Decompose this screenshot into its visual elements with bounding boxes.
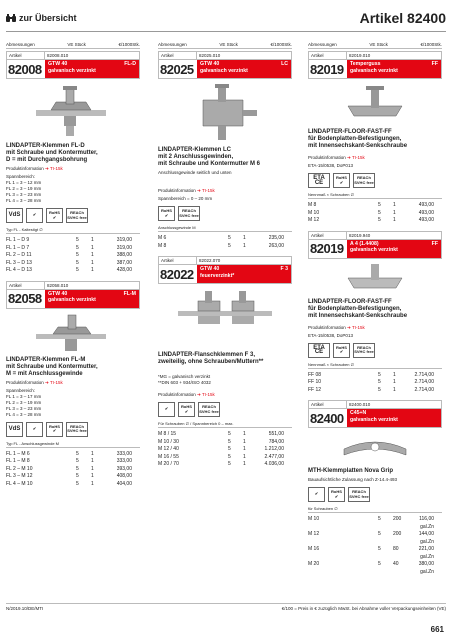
- cert-logos: [158, 206, 292, 221]
- product-heading: LINDAPTER-Klemmen FL-M mit Schraube und Kontermutter, M = mit Anschlussgewinde: [6, 356, 98, 377]
- table-cell: 1: [91, 465, 94, 472]
- price-table: [6, 237, 140, 275]
- table-cell: 551,00: [268, 431, 284, 437]
- table-cell: 1: [91, 458, 94, 464]
- table-cell: 1: [91, 473, 94, 479]
- table-cell: 5: [378, 546, 381, 552]
- table-cell: 5: [76, 259, 79, 266]
- table-cell: 5: [378, 209, 381, 216]
- product-heading: LINDAPTER-FLOOR-FAST-FF für Bodenplatten-Befestigungen, mit Innensechskant-Senkschraube: [308, 298, 408, 319]
- table-cell: 1: [393, 379, 396, 385]
- table-row: [308, 531, 442, 546]
- table-cell: M 8 / 15: [158, 431, 177, 437]
- table-cell: 5: [228, 438, 231, 445]
- galvanized-icon: ✔: [308, 487, 325, 502]
- table-cell: 5: [76, 465, 79, 472]
- reach-icon: REACh SVHC free: [66, 422, 88, 437]
- article-number: 82022: [160, 266, 194, 282]
- table-row: [6, 466, 140, 474]
- table-cell: 5: [228, 431, 231, 437]
- table-cell: M 10 / 30: [158, 438, 179, 445]
- table-cell: 5: [76, 237, 79, 243]
- page-header: [6, 10, 446, 32]
- table-cell: 1: [393, 209, 396, 216]
- table-cell: 2.714,00: [414, 379, 434, 385]
- table-cell: FL 3 – M 12: [6, 473, 33, 479]
- table-cell: 393,00: [116, 465, 132, 472]
- table-cell: FL 1 – M 6: [6, 450, 30, 457]
- table-cell: 1: [91, 244, 94, 251]
- info-link[interactable]: ➔ TI-15k: [197, 188, 215, 193]
- table-cell: 144,00 gal.Zn: [418, 531, 434, 545]
- cert-logos: [6, 208, 140, 223]
- table-cell: 428,00: [116, 267, 132, 273]
- table-cell: 5: [76, 473, 79, 479]
- info-link[interactable]: ➔ TI-15k: [347, 324, 365, 330]
- info-link[interactable]: ➔ TI-15k: [45, 379, 63, 385]
- table-row: [308, 546, 442, 561]
- table-cell: M 20: [308, 561, 320, 567]
- table-cell: 5: [228, 235, 231, 241]
- table-cell: 1: [243, 461, 246, 467]
- table-cell: 200: [393, 531, 402, 537]
- table-cell: FF 10: [308, 379, 322, 385]
- eta-ce-icon: ETA CE: [308, 173, 330, 188]
- table-row: [158, 461, 292, 469]
- table-cell: 2.477,00: [264, 453, 284, 460]
- table-cell: FL 4 – M 10: [6, 480, 33, 487]
- page-number: 661: [430, 625, 444, 634]
- reach-icon: REACh SVHC free: [353, 343, 375, 358]
- table-row: [6, 458, 140, 466]
- table-row: [308, 516, 442, 531]
- table-cell: 235,00: [268, 235, 284, 241]
- article-number: 82400: [310, 410, 344, 426]
- cert-logos: [308, 343, 442, 358]
- article-box: Artikel 82400.010 82400 C45+N galvanisch verzinkt: [308, 400, 442, 428]
- table-cell: 1: [243, 438, 246, 445]
- table-row: [6, 245, 140, 253]
- cert-logos: [308, 487, 442, 502]
- product-heading: LINDAPTER-FLOOR-FAST-FF für Bodenplatten-Befestigungen, mit Innensechskant-Senkschraube: [308, 129, 408, 149]
- table-cell: 333,00: [116, 458, 132, 464]
- table-row: [6, 260, 140, 268]
- column-header: Abmessungen VE Stück €/1000Stk.: [308, 42, 442, 47]
- reach-icon: REACh SVHC free: [353, 173, 375, 188]
- check-icon: ✔: [26, 422, 43, 437]
- table-row: [6, 473, 140, 481]
- rohs-icon: RoHS ✔: [333, 343, 350, 358]
- price-table: [308, 372, 442, 395]
- table-cell: FF 12: [308, 386, 322, 393]
- table-cell: FF 08: [308, 371, 322, 378]
- table-row: [6, 252, 140, 260]
- product-heading: LINDAPTER-Flanschklemmen F 3, zweiteilig, ohne Schrauben/Muttern**: [158, 352, 264, 365]
- article-number: 82008: [8, 61, 42, 77]
- table-row: [6, 267, 140, 275]
- table-cell: M 16 / 55: [158, 453, 179, 460]
- table-row: [158, 431, 292, 439]
- table-cell: 404,00: [116, 480, 132, 487]
- column-1: Abmessungen VE Stück €/1000Stk. Artikel 82008.010 82008 GTW 40 galvanisch verzinkt FL-D LINDAPTER-Klemmen FL-D mit Schraube und Kontermutter, D = mit Durchgangsbohrung Produktinformation ➔ TI-15k Spannbereich: FL 1 = 3 – 12 mm FL 2 = 3 – 19 mm FL 3 = 3 – 23 mm FL 4 = 3 – 28 mm VdS ✔ RoHS ✔ REACh SVHC free Typ FL - Kaltestigt ∅ FL 1 – D 9 5 1 319,00 FL 1 – D 7 5 1 319,00 FL 2 – D 11 5 1 388,00 FL 3 – D 13 5 1 387,00 FL 4 – D 13 5 1 428,00 Artikel 82058.010 82058 GTW 40 galvanisch verzinkt FL-M LINDAPTER-Klemmen FL-M mit Schraube und Kontermutter, M = mit Anschlussgewinde Produktinformation ➔ TI-15k Spannbereich: FL 1 = 3 – 17 mm FL 2 = 3 – 19 mm FL 3 = 3 – 23 mm FL 4 = 3 – 28 mm VdS ✔ RoHS ✔ REACh SVHC free Typ FL - Anschlussgewinde M FL 1 – M 6 5 1 333,00 FL 1 – M 8 5 1 333,00 FL 2 – M 10 5 1 393,00 FL 3 – M 12 5 1 408,00 FL 4 – M 10 5 1 404,00: [6, 42, 140, 487]
- table-cell: 5: [228, 461, 231, 467]
- table-cell: M 8: [308, 202, 317, 208]
- table-cell: M 12 / 40: [158, 446, 179, 452]
- table-cell: 784,00: [268, 438, 284, 445]
- back-label: zur Übersicht: [19, 13, 77, 23]
- article-number: 82025: [160, 61, 194, 77]
- article-box: Artikel 82019.940 82019 A 4 (1.4408) galvanisch verzinkt FF: [308, 231, 442, 259]
- check-icon: ✔: [26, 208, 43, 223]
- table-cell: 5: [378, 371, 381, 378]
- product-image: [308, 82, 442, 126]
- product-image: [158, 82, 292, 144]
- article-box: Artikel 82019.010 82019 Temperguss galvanisch verzinkt FF: [308, 51, 442, 79]
- article-box: Artikel 82022.070 82022 GTW 40 feuerverzinkt* F 3: [158, 256, 292, 284]
- table-cell: 493,00: [418, 217, 434, 223]
- eta-ce-icon: ETA CE: [308, 343, 330, 358]
- product-image: [158, 287, 292, 349]
- table-cell: 1: [91, 237, 94, 243]
- table-cell: FL 1 – M 8: [6, 458, 30, 464]
- product-image: [6, 312, 140, 354]
- vds-icon: VdS: [6, 208, 23, 223]
- table-cell: 387,00: [116, 259, 132, 266]
- table-row: [308, 387, 442, 395]
- table-row: [6, 481, 140, 489]
- product-heading: LINDAPTER-Klemmen FL-D mit Schraube und Kontermutter, D = mit Durchgangsbohrung: [6, 143, 98, 163]
- product-heading: LINDAPTER-Klemmen LC mit 2 Anschlussgewinden, mit Schraube und Kontermutter M 6: [158, 147, 261, 167]
- price-table: [158, 235, 292, 250]
- table-cell: 1.212,00: [264, 446, 284, 452]
- reach-icon: REACh SVHC free: [178, 206, 200, 221]
- article-number: 82019: [310, 241, 344, 256]
- price-table: [158, 431, 292, 469]
- product-heading: MTH-Klemmplatten Nova Grip: [308, 468, 394, 474]
- rohs-icon: RoHS ✔: [158, 206, 175, 221]
- table-cell: 5: [378, 217, 381, 223]
- table-cell: 493,00: [418, 209, 434, 216]
- table-cell: 1: [243, 242, 246, 249]
- product-image: [308, 431, 442, 465]
- table-cell: 1: [91, 252, 94, 258]
- rohs-icon: RoHS ✔: [333, 173, 350, 188]
- table-cell: FL 4 – D 13: [6, 267, 32, 273]
- table-cell: 5: [76, 252, 79, 258]
- table-cell: 2.714,00: [414, 386, 434, 393]
- table-cell: 1: [243, 431, 246, 437]
- column-header: Abmessungen VE Stück €/1000Stk.: [6, 42, 140, 47]
- table-cell: 116,00 gal.Zn: [419, 516, 434, 530]
- table-cell: M 16: [308, 546, 320, 552]
- reach-icon: REACh SVHC free: [66, 208, 88, 223]
- table-cell: 5: [76, 480, 79, 487]
- table-cell: 5: [378, 202, 381, 208]
- table-row: [308, 372, 442, 380]
- table-cell: 5: [76, 450, 79, 457]
- table-cell: 1: [243, 446, 246, 452]
- column-2: Abmessungen VE Stück €/1000Stk. Artikel 82025.010 82025 GTW 40 galvanisch verzinkt LC LINDAPTER-Klemmen LC mit 2 Anschlussgewinden, mit Schraube und Kontermutter M 6 Anschlussgewinde seitlich und unten Produktinformation ➔ TI-15k Spannbereich = 0 – 20 mm RoHS ✔ REACh SVHC free Anschlussgewinde M M 6 5 1 235,00 M 8 5 1 263,00 Artikel 82022.070 82022 GTW 40 feuerverzinkt* F 3 LINDAPTER-Flanschklemmen F 3, zweiteilig, ohne Schrauben/Muttern** *MG = galvanisch verzinkt **DIN 603 + 934/ISO 4032 Produktinformation ➔ TI-15k ✔ RoHS ✔ REACh SVHC free Für Schrauben ∅ / Spannbereich 0 – max. M 8 / 15 5 1 551,00 M 10 / 30 5 1 784,00 M 12 / 40 5 1 1.212,00 M 16 / 55 5 1 2.477,00 M 20 / 70 5 1 4.036,00: [158, 42, 292, 467]
- article-box: Artikel 82058.010 82058 GTW 40 galvanisch verzinkt FL-M: [6, 281, 140, 309]
- table-cell: 5: [378, 516, 381, 522]
- table-cell: FL 1 – D 9: [6, 237, 30, 243]
- table-cell: FL 1 – D 7: [6, 244, 30, 251]
- table-cell: 80: [393, 546, 399, 552]
- cert-logos: [158, 402, 292, 417]
- article-number: 82019: [310, 61, 344, 77]
- table-cell: 4.036,00: [264, 461, 284, 467]
- back-link[interactable]: [6, 13, 77, 23]
- info-link[interactable]: ➔ TI-15k: [347, 155, 365, 160]
- cert-logos: [308, 173, 442, 188]
- table-cell: M 10: [308, 516, 320, 522]
- page-title: Artikel 82400: [359, 10, 446, 26]
- table-cell: M 12: [308, 217, 320, 223]
- cert-logos: [6, 422, 140, 437]
- rohs-icon: RoHS ✔: [46, 208, 63, 223]
- page-footer: N/2019.10/DE/MTI €/100 = Preis in € zuzüglich MwSt. bei Abnahme voller Verpackungseinheiten (VE): [6, 603, 446, 611]
- table-cell: FL 2 – M 10: [6, 465, 33, 472]
- table-cell: 319,00: [116, 244, 132, 251]
- table-cell: 493,00: [418, 202, 434, 208]
- table-cell: 2.714,00: [414, 371, 434, 378]
- table-cell: 1: [91, 267, 94, 273]
- table-cell: M 6: [158, 235, 167, 241]
- table-cell: M 8: [158, 242, 167, 249]
- table-cell: 200: [393, 516, 402, 522]
- table-row: [158, 454, 292, 462]
- table-cell: 388,00: [116, 252, 132, 258]
- price-table: [308, 516, 442, 576]
- table-cell: 5: [76, 244, 79, 251]
- table-row: [308, 379, 442, 387]
- column-3: Abmessungen VE Stück €/1000Stk. Artikel 82019.010 82019 Temperguss galvanisch verzinkt FF LINDAPTER-FLOOR-FAST-FF für Bodenplatten-Befestigungen, mit Innensechskant-Senkschraube Produktinformation ➔ TI-15k ETA-15/0538, DoP013 ETA CE RoHS ✔ REACh SVHC free Nennmaß × Schrauben ∅ M 8 5 1 493,00 M 10 5 1 493,00 M 12 5 1 493,00 Artikel 82019.940 82019 A 4 (1.4408) galvanisch verzinkt FF LINDAPTER-FLOOR-FAST-FF für Bodenplatten-Befestigungen, mit Innensechskant-Senkschraube Produktinformation ➔ TI-15k ETA-15/0538, DoP013 ETA CE RoHS ✔ REACh SVHC free Nennmaß × Schrauben ∅ FF 08 5 1 2.714,00 FF 10 5 1 2.714,00 FF 12 5 1 2.714,00 Artikel 82400.010 82400 C45+N galvanisch verzinkt MTH-Klemmplatten Nova Grip Bauaufsichtliche Zulassung nach Z-14.4-493 ✔ RoHS ✔ REACh SVHC free für Schrauben ∅ M 10 5 200 116,00 gal.Zn M 12 5 200 144,00 gal.Zn M 16 5 80 221,00 gal.Zn M 20 5 40 380,00 gal.Zn: [308, 42, 442, 575]
- table-cell: M 12: [308, 531, 320, 537]
- table-row: [308, 202, 442, 210]
- table-cell: 5: [228, 453, 231, 460]
- table-cell: 5: [378, 531, 381, 537]
- table-cell: 5: [378, 379, 381, 385]
- table-cell: 5: [378, 561, 381, 567]
- table-cell: 333,00: [116, 450, 132, 457]
- price-table: [6, 451, 140, 489]
- price-table: [308, 202, 442, 225]
- table-cell: M 10: [308, 209, 320, 216]
- article-box: Artikel 82025.010 82025 GTW 40 galvanisch verzinkt LC: [158, 51, 292, 79]
- table-row: [158, 235, 292, 243]
- reach-icon: REACh SVHC free: [198, 402, 220, 417]
- table-row: [308, 210, 442, 218]
- info-link[interactable]: ➔ TI-15k: [45, 166, 63, 171]
- galvanized-icon: ✔: [158, 402, 175, 417]
- table-cell: 1: [243, 453, 246, 460]
- table-cell: 5: [76, 267, 79, 273]
- table-cell: 5: [228, 446, 231, 452]
- table-cell: 1: [393, 217, 396, 223]
- table-row: [158, 243, 292, 251]
- table-row: [158, 446, 292, 454]
- vds-icon: VdS: [6, 422, 23, 437]
- table-cell: 1: [393, 386, 396, 393]
- reach-icon: REACh SVHC free: [348, 487, 370, 502]
- table-row: [158, 439, 292, 447]
- table-cell: 5: [76, 458, 79, 464]
- table-cell: 1: [91, 259, 94, 266]
- table-cell: 5: [228, 242, 231, 249]
- table-cell: 221,00 gal.Zn: [418, 546, 434, 560]
- table-cell: 40: [393, 561, 399, 567]
- table-cell: 1: [91, 480, 94, 487]
- table-cell: M 20 / 70: [158, 461, 179, 467]
- article-number: 82058: [8, 291, 42, 306]
- product-image: [308, 262, 442, 296]
- table-row: [308, 217, 442, 225]
- table-row: [6, 237, 140, 245]
- info-link[interactable]: ➔ TI-15k: [197, 392, 215, 397]
- table-cell: 319,00: [116, 237, 132, 243]
- table-cell: 380,00 gal.Zn: [418, 561, 434, 575]
- table-cell: 408,00: [116, 473, 132, 479]
- table-cell: 1: [91, 450, 94, 457]
- table-row: [6, 451, 140, 459]
- table-cell: 1: [393, 202, 396, 208]
- table-cell: 263,00: [268, 242, 284, 249]
- table-cell: FL 3 – D 13: [6, 259, 32, 266]
- rohs-icon: RoHS ✔: [178, 402, 195, 417]
- table-cell: 5: [378, 386, 381, 393]
- binoculars-icon: [6, 14, 16, 22]
- table-cell: 1: [243, 235, 246, 241]
- table-row: [308, 561, 442, 576]
- rohs-icon: RoHS ✔: [328, 487, 345, 502]
- table-cell: FL 2 – D 11: [6, 252, 32, 258]
- rohs-icon: RoHS ✔: [46, 422, 63, 437]
- table-cell: 1: [393, 371, 396, 378]
- column-header: Abmessungen VE Stück €/1000Stk.: [158, 42, 292, 47]
- product-image: [6, 82, 140, 140]
- article-box: Artikel 82008.010 82008 GTW 40 galvanisch verzinkt FL-D: [6, 51, 140, 79]
